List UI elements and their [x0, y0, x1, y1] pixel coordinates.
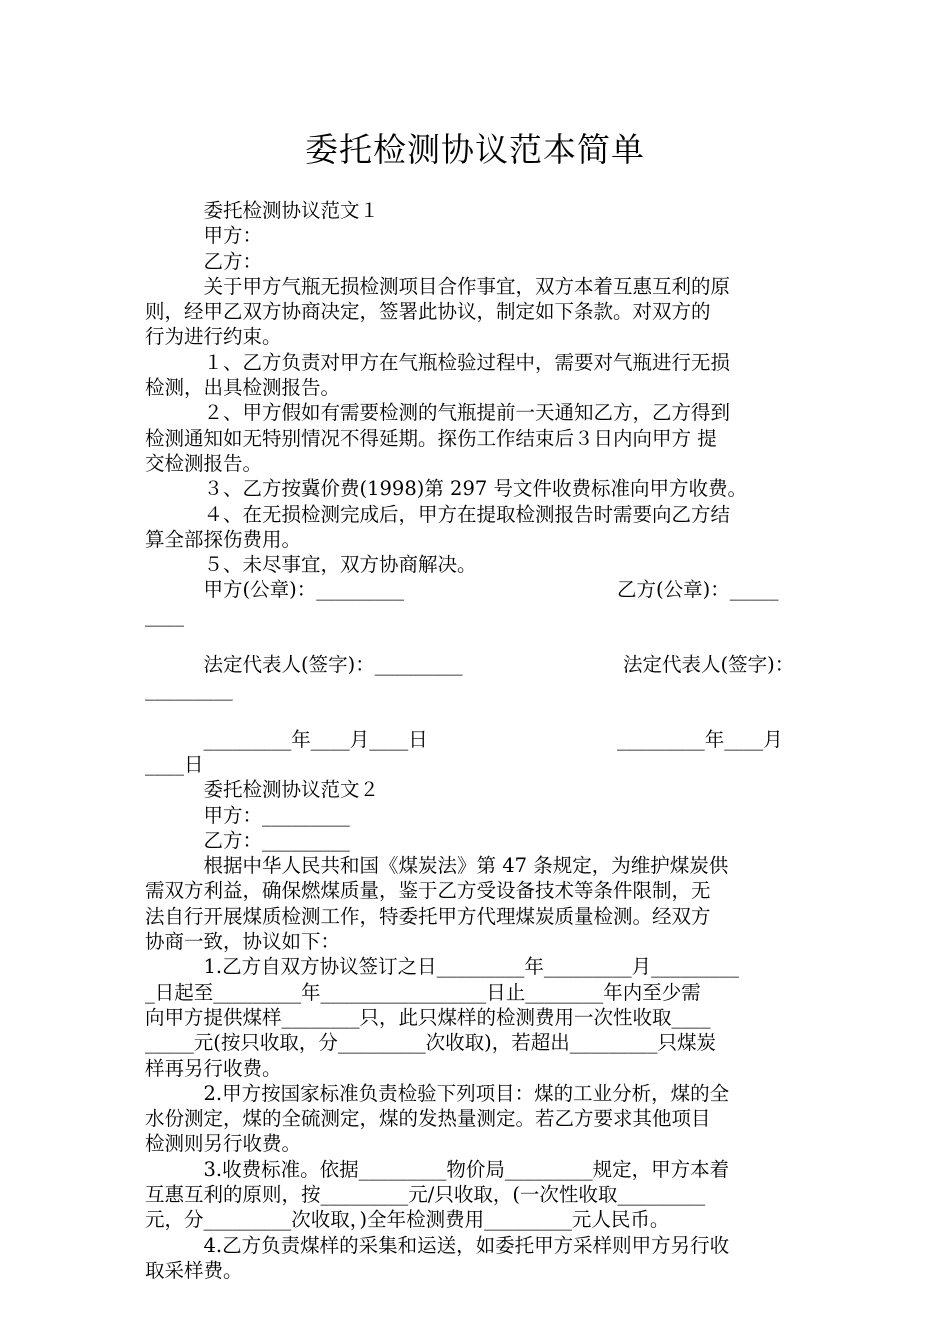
clause-line: ２、甲方假如有需要检测的气瓶提前一天通知乙方，乙方得到	[145, 401, 731, 425]
clause-line: 向甲方提供煤样________只，此只煤样的检测费用一次性收取____	[145, 1005, 711, 1029]
signature-row-representative	[145, 652, 810, 677]
clause-line: ５、未尽事宜，双方协商解决。	[145, 553, 477, 577]
clause-line: _____元(按只收取，分_________次收取)，若超出_________只煤炭	[145, 1031, 716, 1055]
signature-row-seal	[145, 577, 810, 602]
party-b-label: 乙方：_________	[145, 828, 350, 852]
clause-line: 3.收费标准。依据_________物价局_________规定，甲方本着	[145, 1157, 730, 1181]
clause-line: 样再另行收费。	[145, 1056, 282, 1080]
clause-line: 水份测定，煤的全硫测定，煤的发热量测定。若乙方要求其他项目	[145, 1107, 711, 1131]
clause-line: 互惠互利的原则，按_________元/只收取，(一次性收取_________	[145, 1182, 706, 1206]
party-b-representative: 法定代表人(签字)：	[623, 653, 795, 677]
signature-wrap: ____日	[145, 752, 204, 776]
section-heading-2: 委托检测协议范文２	[145, 778, 380, 802]
paragraph-line: 法自行开展煤质检测工作，特委托甲方代理煤炭质量检测。经双方	[145, 904, 711, 928]
clause-line: 检测，出具检测报告。	[145, 376, 341, 400]
paragraph-line: 协商一致，协议如下：	[145, 930, 341, 954]
clause-line: 元，分_________次收取，)全年检测费用_________元人民币。	[145, 1208, 670, 1232]
document-title: 委托检测协议范本简单	[305, 130, 645, 169]
paragraph-line: 则，经甲乙双方协商决定，签署此协议，制定如下条款。对双方的	[145, 300, 711, 324]
party-a-representative: 法定代表人(签字)：_________	[145, 653, 463, 677]
party-b-seal: 乙方(公章)：_____	[617, 578, 779, 602]
clause-line: ４、在无损检测完成后，甲方在提取检测报告时需要向乙方结	[145, 502, 731, 526]
paragraph-line: 根据中华人民共和国《煤炭法》第 47 条规定，为维护煤炭供	[145, 854, 729, 878]
signature-row-date	[145, 727, 810, 752]
signature-wrap: ____	[145, 603, 184, 627]
clause-line: １、乙方负责对甲方在气瓶检验过程中，需要对气瓶进行无损	[145, 350, 731, 374]
party-a-label: 甲方：_________	[145, 803, 350, 827]
clause-line: 检测通知如无特别情况不得延期。探伤工作结束后３日内向甲方 提	[145, 426, 717, 450]
clause-line: 交检测报告。	[145, 451, 263, 475]
party-a-label: 甲方：	[145, 224, 263, 248]
party-a-date: _________年____月____日	[145, 727, 428, 751]
party-a-seal: 甲方(公章)：_________	[145, 578, 404, 602]
paragraph-line: 关于甲方气瓶无损检测项目合作事宜，双方本着互惠互利的原	[145, 274, 731, 298]
paragraph-line: 行为进行约束。	[145, 325, 282, 349]
party-b-date: _________年____月	[617, 727, 783, 751]
clause-line: _日起至_________年_________________日止________年内至少需	[145, 980, 701, 1004]
section-heading-1: 委托检测协议范文１	[145, 199, 380, 222]
clause-line: 1.乙方自双方协议签订之日_________年_________月_________	[145, 955, 739, 979]
clause-line: 4.乙方负责煤样的采集和运送，如委托甲方采样则甲方另行收	[145, 1233, 730, 1257]
signature-wrap: _________	[145, 678, 233, 702]
clause-line: 检测则另行收费。	[145, 1132, 302, 1156]
clause-line: 取采样费。	[145, 1258, 243, 1282]
clause-line: 算全部探伤费用。	[145, 527, 302, 551]
clause-line: ３、乙方按冀价费(1998)第 297 号文件收费标准向甲方收费。	[145, 477, 747, 501]
clause-line: 2.甲方按国家标准负责检验下列项目：煤的工业分析，煤的全	[145, 1081, 730, 1105]
party-b-label: 乙方：	[145, 249, 263, 273]
paragraph-line: 需双方利益，确保燃煤质量，鉴于乙方受设备技术等条件限制，无	[145, 879, 711, 903]
document-body	[145, 198, 810, 1283]
